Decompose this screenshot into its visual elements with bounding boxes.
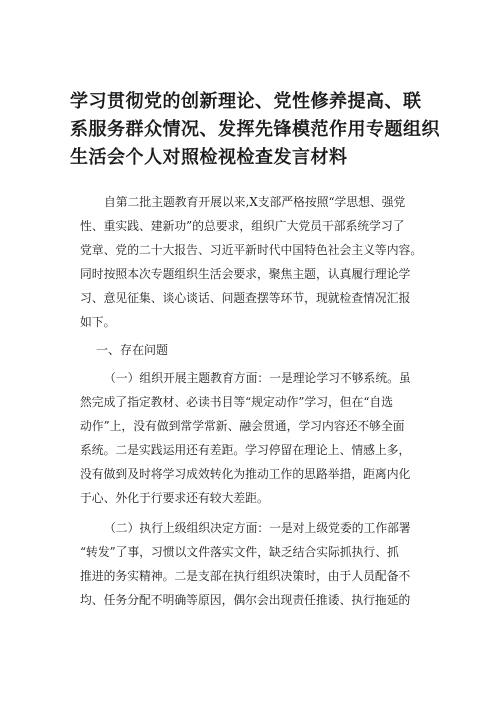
title-line: 生活会个人对照检视检查发言材料 — [70, 147, 348, 168]
text-line: （二）执行上级组织决定方面：一是对上级党委的工作部署 — [104, 521, 411, 535]
document-body — [80, 190, 440, 612]
text-line: （一）组织开展主题教育方面：一是理论学习不够系统。虽 — [104, 371, 411, 385]
text-line: 没有做到及时将学习成效转化为推动工作的思路举措，距离内化 — [80, 467, 411, 481]
document-title — [70, 88, 442, 172]
text-line: 如下。 — [80, 315, 116, 329]
text-line: 推进的务实精神。二是支部在执行组织决策时，由于人员配备不 — [80, 569, 411, 583]
text-line: 均、任务分配不明确等原因，偶尔会出现责任推诿、执行拖延的 — [80, 593, 411, 607]
text-line: “转发”了事，习惯以文件落实文件，缺乏结合实际抓执行、抓 — [80, 545, 399, 559]
title-line: 系服务群众情况、发挥先锋模范作用专题组织 — [70, 119, 440, 140]
text-line: 自第二批主题教育开展以来,X支部严格按照“学思想、强党 — [104, 195, 406, 209]
text-line: 系统。二是实践运用还有差距。学习停留在理论上、情感上多， — [80, 443, 411, 457]
section-heading: 一、存在问题 — [96, 343, 169, 357]
item-paragraph — [80, 516, 440, 612]
text-line: 同时按照本次专题组织生活会要求，聚焦主题，认真履行理论学 — [80, 267, 411, 281]
text-line: 然完成了指定教材、必读书目等“规定动作”学习，但在“自选 — [80, 395, 394, 409]
text-line: 性、重实践、建新功”的总要求，组织广大党员干部系统学习了 — [80, 219, 405, 233]
item-paragraph — [80, 366, 440, 510]
text-line: 习、意见征集、谈心谈话、问题查摆等环节，现就检查情况汇报 — [80, 291, 411, 305]
text-line: 动作”上，没有做到常学常新、融会贯通，学习内容还不够全面 — [80, 419, 405, 433]
text-line: 于心、外化于行要求还有较大差距。 — [80, 491, 269, 505]
intro-paragraph — [80, 190, 440, 334]
text-line: 党章、党的二十大报告、习近平新时代中国特色社会主义等内容。 — [80, 243, 423, 257]
title-line: 学习贯彻党的创新理论、党性修养提高、联 — [70, 91, 422, 112]
